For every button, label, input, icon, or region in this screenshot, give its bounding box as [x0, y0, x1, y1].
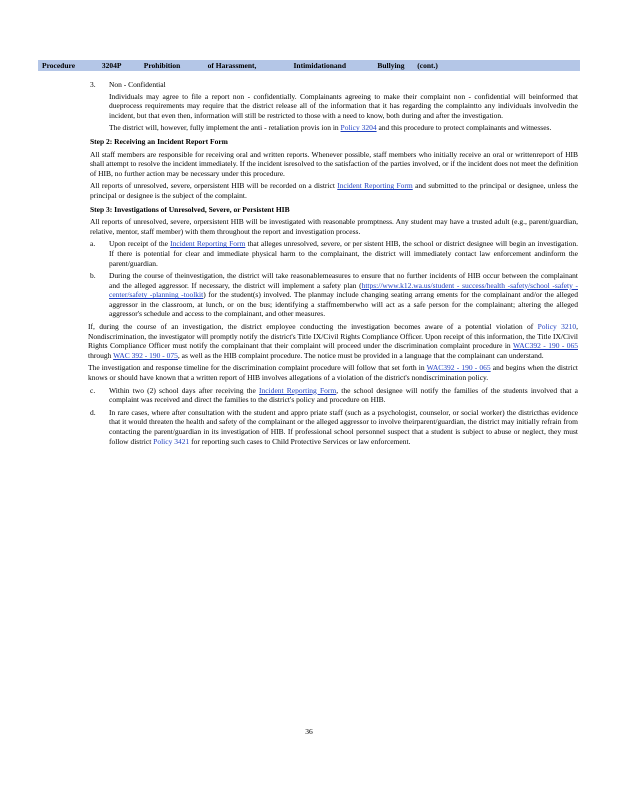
policy-3421-link[interactable]: Policy 3421 — [153, 436, 190, 446]
document-body — [90, 80, 578, 449]
step-3-item-b: b. During the course of theinvestigation, the district will take reasonablemeasures to ensure that no further incidents of HIB occur between the complainant and the alleged aggressor. If necessary, the district will implement a safety plan (https://www.k12.wa.us/student - success/health -safety/school -safety - center/safety -planning -toolkit) for the student(s) involved. The planmay include changing seating arrang ements for the complainant and/or the alleged aggressor in the classroom, at lunch, or on the bus; identifying a staffmemberwho will act as a safe person for the complainant; altering the alleged aggressor's schedule and access to the complainant, and other measures. — [90, 271, 578, 319]
header-title-4: Bullying — [377, 61, 405, 70]
header-procedure: Procedure — [42, 61, 76, 70]
step-3-paragraph-1: All reports of unresolved, severe, orpersistent HIB will be investigated with reasonable promptness. Any student may have a trusted adult (e.g., parent/guardian, relative, mentor, staff member) with them throughout the report and investigation process. — [90, 217, 578, 236]
wac-392-190-075-link[interactable]: WAC 392 - 190 - 075 — [113, 350, 178, 360]
header-title-1: Prohibition — [143, 61, 181, 70]
header-title-2: of Harassment, — [207, 61, 257, 70]
procedure-header-bar — [38, 60, 580, 71]
page-number: 36 — [305, 727, 313, 736]
header-number: 3204P — [101, 61, 122, 70]
incident-reporting-form-link[interactable]: Incident Reporting Form — [259, 385, 337, 395]
item-3-heading: 3. Non - Confidential — [90, 80, 166, 89]
policy-3210-link[interactable]: Policy 3210 — [537, 322, 577, 332]
step-3-item-d: d. In rare cases, where after consultation with the student and appro priate staff (such as a psychologist, counselor, or social worker) the districthas evidence that it would threaten the health and safety of the complainant or the alleged aggressor to involve theirparent/guardian, the district may initially refrain from contacting the parent/guardian in its investigation of HIB. If professional school personnel suspect that a student is subject to abuse or neglect, they must follow district Policy 3421 for reporting such cases to Child Protective Services or law enforcement. — [90, 407, 578, 446]
step-3-item-a: a. Upon receipt of the Incident Reporting Form that alleges unresolved, severe, or per sistent HIB, the school or district designee will begin an investigation. If there is potential for clear and immediate physical harm to the complainant, the district will immediately contact law enforcement andinform the parent/guardian. — [90, 239, 578, 268]
step-3-paragraph-2: If, during the course of an investigation, the district employee conducting the investigation becomes aware of a potential violation of Policy 3210, Nondiscrimination, the investigator will promptly notify the district's Title IX/Civil Rights Compliance Officer. Upon receipt of this information, the Title IX/Civil Rights Compliance Officer must notify the complainant that their complaint will proceed under the discrimination complaint procedure in WAC392 - 190 - 065 through WAC 392 - 190 - 075, as well as the HIB complaint procedure. The notice must be provided in a language that the complainant can understand. — [88, 322, 579, 360]
step-3-heading: Step 3: Investigations of Unresolved, Severe, or Persistent HIB — [90, 204, 290, 214]
header-cont: (cont.) — [417, 61, 438, 70]
header-title-3: Intimidationand — [293, 61, 347, 70]
step-2-paragraph-1: All staff members are responsible for receiving oral and written reports. Whenever possible, staff members who initially receive an oral or writtenreport of HIB shall attempt to resolve the incident immediately. If the incident isresolved to the satisfaction of the parties involved, or if the incident does not meet the definition of HIB, no further action may be necessary under this procedure. — [90, 149, 578, 178]
item-3-paragraph-1: Individuals may agree to file a report non - confidentially. Complainants agreeing to make their complaint non - confidential will beinformed that dueprocess requirements may require that the district release all of the information that it has regarding the complaintto any individuals involvedin the incident, but that even then, information will still be restricted to those with a need to know, both during and after the investigation. — [109, 91, 578, 120]
step-3-item-c: c. Within two (2) school days after receiving the Incident Reporting Form, the school designee will notify the families of the students involved that a complaint was received and direct the families to the district's policy and procedure on HIB. — [90, 385, 579, 405]
item-3-paragraph-2: The district will, however, fully implement the anti - retaliation provis ion in Policy 3204 and this procedure to protect complainants and witnesses. — [109, 123, 552, 133]
safety-planning-toolkit-link[interactable]: https://www.k12.wa.us/student - success/health -safety/school -safety - center/safety -planning -toolkit — [109, 280, 578, 300]
incident-reporting-form-link[interactable]: Incident Reporting Form — [337, 181, 413, 191]
step-2-heading: Step 2: Receiving an Incident Report Form — [90, 136, 228, 146]
step-2-paragraph-2: All reports of unresolved, severe, orpersistent HIB will be recorded on a district Incident Reporting Form and submitted to the principal or designee, unless the principal or designee is the subject of the complaint. — [90, 181, 579, 200]
wac-392-190-065-link[interactable]: WAC392 - 190 - 065 — [512, 341, 578, 351]
wac-392-190-065-link[interactable]: WAC392 - 190 - 065 — [426, 363, 491, 373]
incident-reporting-form-link[interactable]: Incident Reporting Form — [170, 239, 246, 249]
policy-3204-link[interactable]: Policy 3204 — [340, 123, 377, 133]
step-3-paragraph-3: The investigation and response timeline for the discrimination complaint procedure will follow that set forth in WAC392 - 190 - 065 and begins when the district knows or should have known that a written report of HIB involves allegations of a violation of the district's nondiscrimination policy. — [88, 363, 578, 383]
